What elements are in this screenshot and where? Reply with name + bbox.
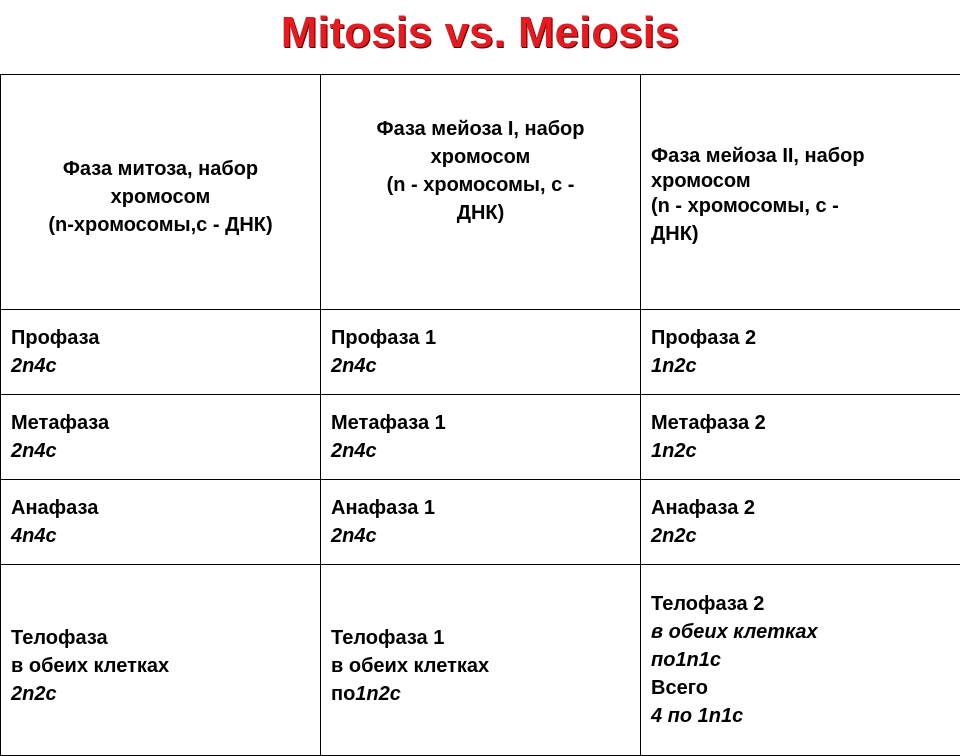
cell-meiosis2-prophase: Профаза 2 1n2c — [641, 310, 960, 395]
slide-title: Mitosis vs. Meiosis — [0, 8, 960, 58]
cell-mitosis-metaphase: Метафаза 2n4c — [1, 395, 321, 480]
cell-meiosis1-metaphase: Метафаза 1 2n4c — [321, 395, 641, 480]
table-row — [1, 565, 960, 756]
header-meiosis-2: Фаза мейоза II, набор хромосом (n - хромосомы, с - ДНК) — [641, 75, 960, 310]
cell-meiosis2-anaphase: Анафаза 2 2n2c — [641, 480, 960, 565]
cell-meiosis1-telophase: Телофаза 1 в обеих клетках по1n2c — [321, 565, 641, 756]
table-row — [1, 395, 960, 480]
header-mitosis: Фаза митоза, набор хромосом (n-хромосомы,с - ДНК) — [1, 75, 321, 310]
phases-table — [0, 74, 960, 756]
cell-mitosis-prophase: Профаза 2n4c — [1, 310, 321, 395]
cell-meiosis2-telophase: Телофаза 2 в обеих клетках по1n1c Всего 4 по 1n1c — [641, 565, 960, 756]
table-header-row — [1, 75, 960, 310]
cell-meiosis1-prophase: Профаза 1 2n4c — [321, 310, 641, 395]
cell-meiosis1-anaphase: Анафаза 1 2n4c — [321, 480, 641, 565]
header-meiosis-1: Фаза мейоза I, набор хромосом (n - хромосомы, с - ДНК) — [321, 75, 641, 310]
table-row — [1, 480, 960, 565]
table-row — [1, 310, 960, 395]
cell-meiosis2-metaphase: Метафаза 2 1n2c — [641, 395, 960, 480]
cell-mitosis-telophase: Телофаза в обеих клетках 2n2c — [1, 565, 321, 756]
cell-mitosis-anaphase: Анафаза 4n4c — [1, 480, 321, 565]
